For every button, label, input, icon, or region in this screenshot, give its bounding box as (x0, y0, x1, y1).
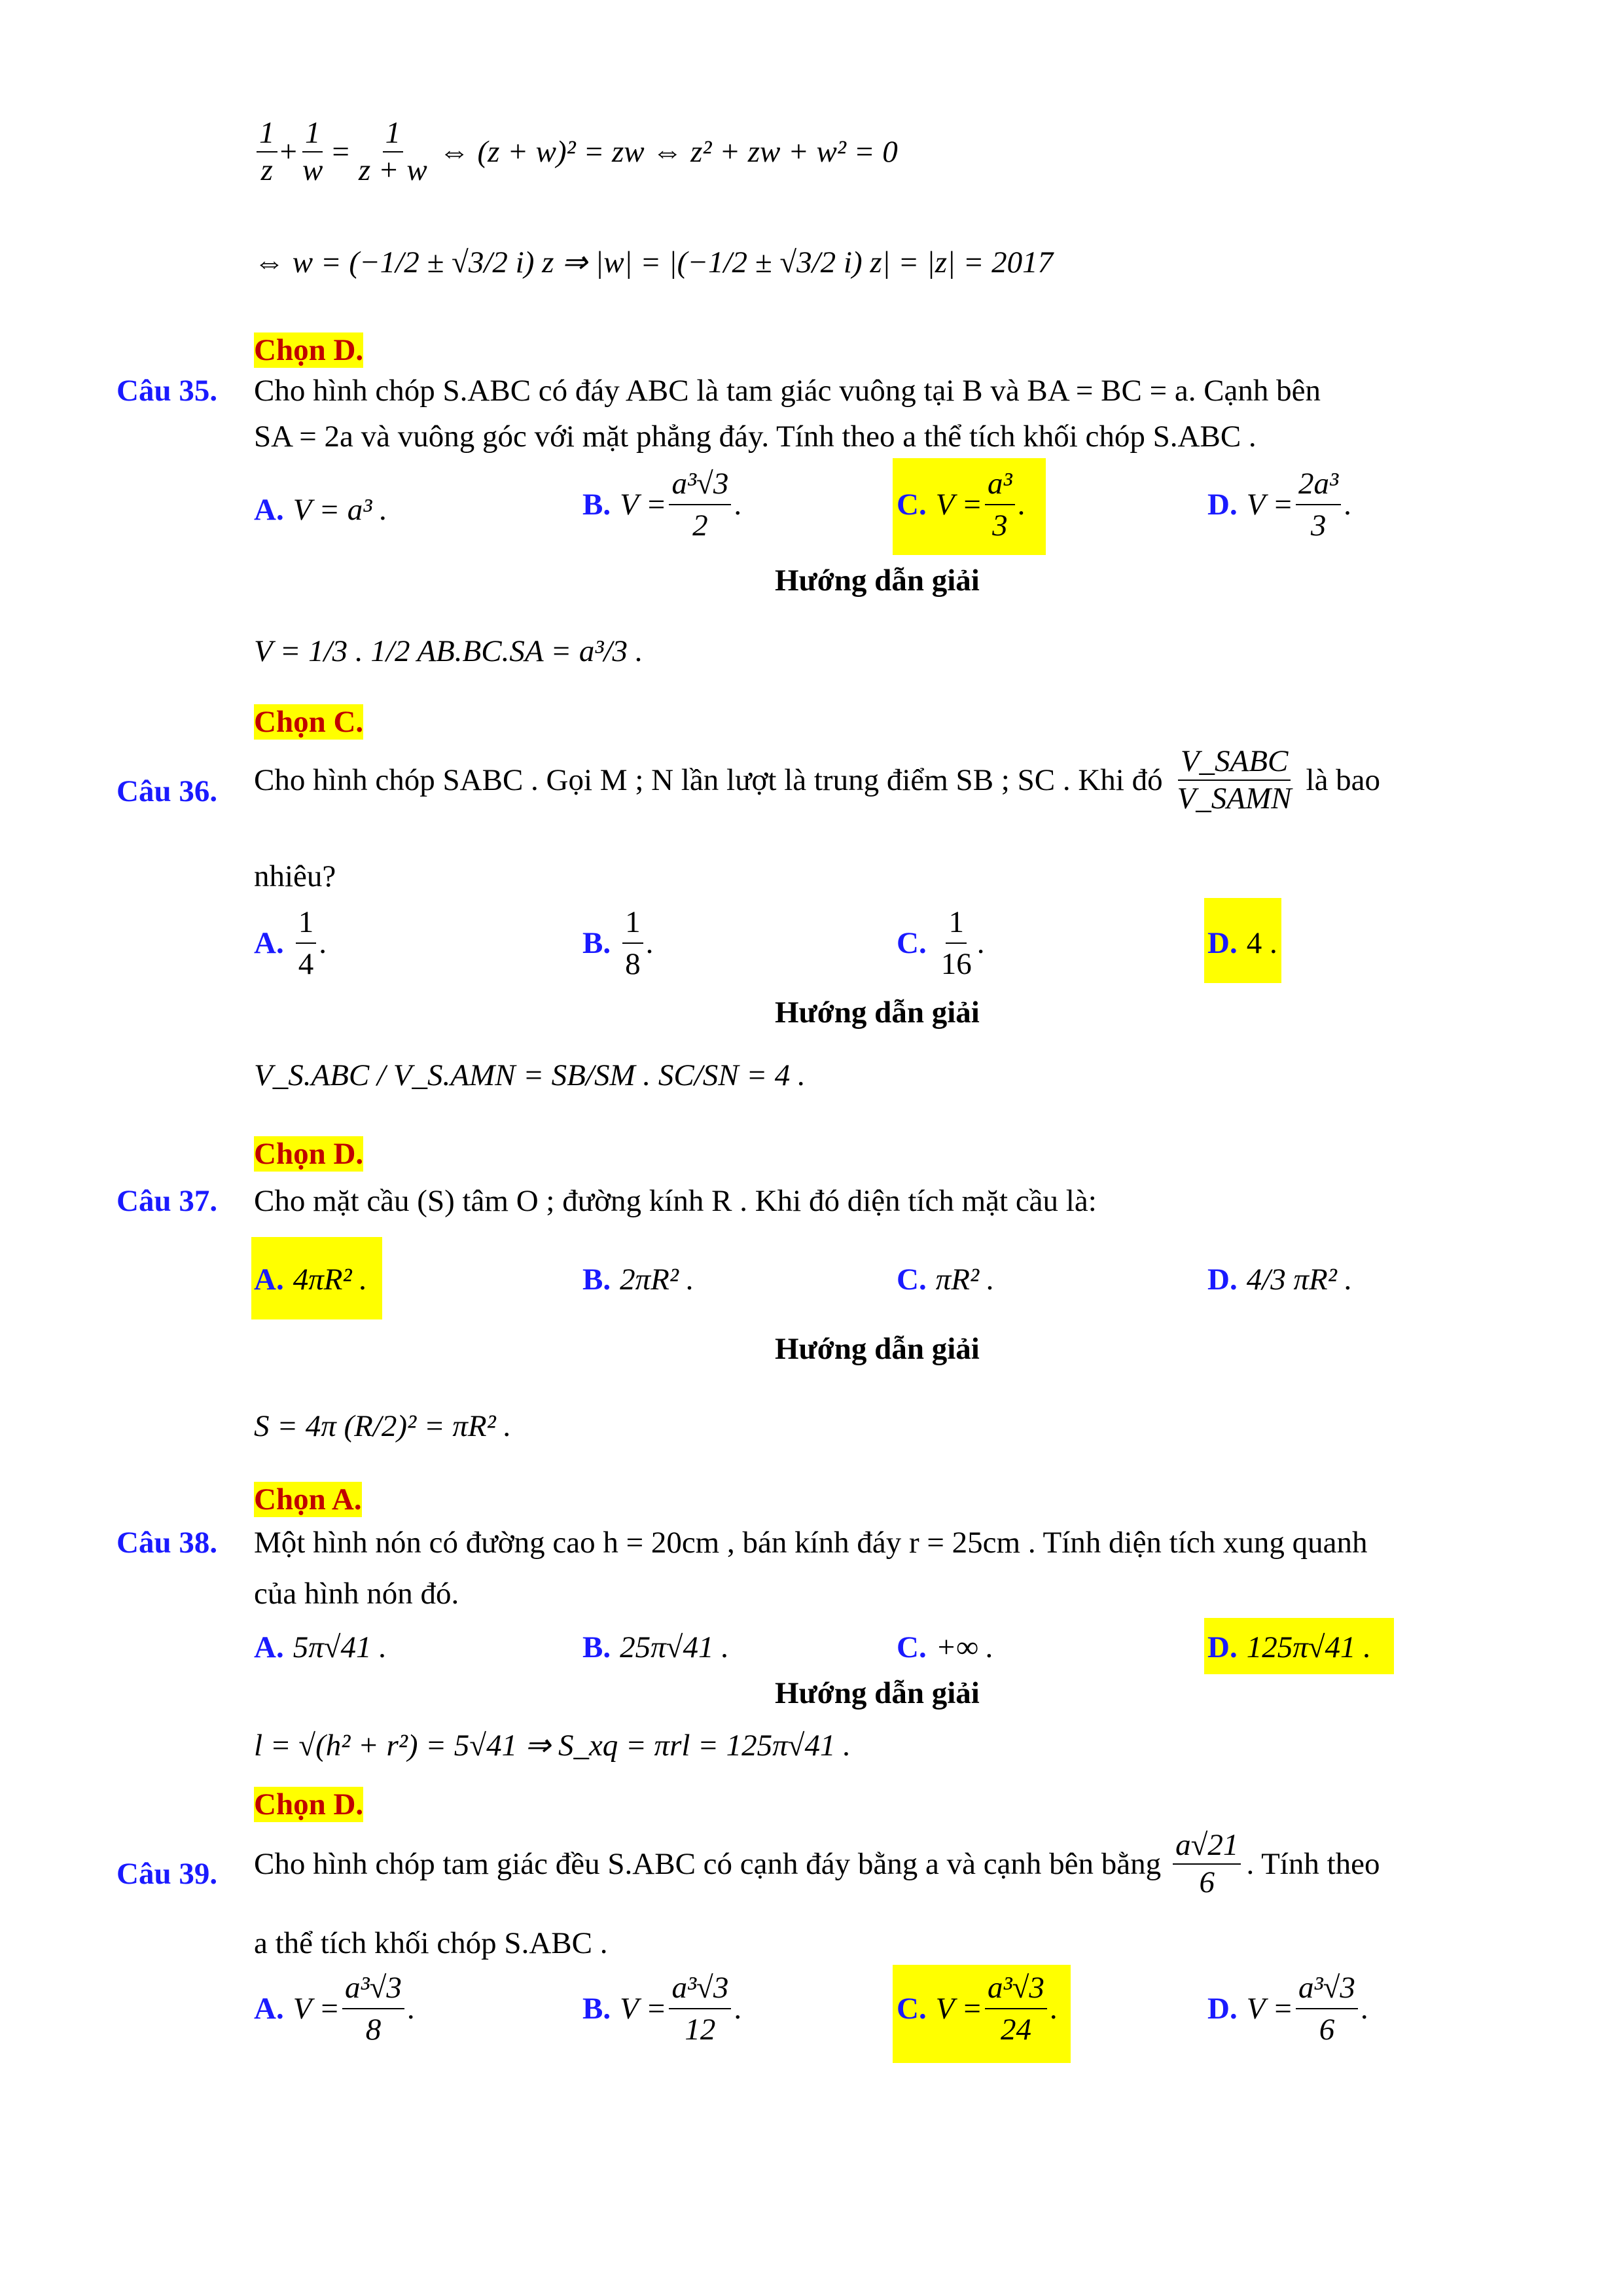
q38-option-d[interactable]: D. 125π√41 . (1207, 1630, 1372, 1664)
q36-volume-ratio: $\frac{\text{V\_SABC}}{\text{V\_SAMN}}$ (1177, 744, 1292, 816)
q35-solution-heading: Hướng dẫn giải (775, 564, 980, 598)
q37-solution-heading: Hướng dẫn giải (775, 1332, 980, 1366)
q37-label: Câu 37. (116, 1184, 218, 1218)
q35-label: Câu 35. (116, 374, 218, 408)
q36-line2: nhiêu? (254, 859, 336, 893)
q38-solution: l = √(h² + r²) = 5√41 ⇒ S_xq = πrl = 125π√41 . (254, 1729, 851, 1763)
q38-option-c[interactable]: C. +∞ . (897, 1630, 994, 1664)
frac-1-over-z-plus-w: $\frac{1}{z + w}$ (358, 116, 427, 187)
q35-option-d[interactable]: D. V = $\frac{\text{2a³}}{3}$ . (1207, 467, 1351, 543)
q35-line2: SA = 2a và vuông góc với mặt phẳng đáy. Tính theo a thể tích khối chóp S.ABC . (254, 420, 1257, 454)
q38-line2: của hình nón đó. (254, 1577, 459, 1611)
q39-line1: Cho hình chóp tam giác đều S.ABC có cạnh đáy bằng a và cạnh bên bằng $\frac{a√21}{6}$ . Tính theo (254, 1828, 1380, 1899)
q36-option-d[interactable]: D. 4 . (1207, 926, 1277, 960)
top-choice: Chọn D. (254, 333, 364, 367)
frac-1-over-z: $\frac{1}{z}$ (257, 118, 277, 186)
q38-label: Câu 38. (116, 1526, 218, 1560)
q37-option-c[interactable]: C. πR² . (897, 1263, 995, 1297)
q39-label: Câu 39. (116, 1857, 218, 1891)
q38-line1: Một hình nón có đường cao h = 20cm , bán kính đáy r = 25cm . Tính diện tích xung quanh (254, 1526, 1368, 1560)
q39-edge-fraction: $\frac{a√21}{6}$ (1173, 1830, 1241, 1898)
top-equation-1: $\frac{1}{z}$ + $\frac{1}{w}$ = $\frac{1}{z + w}$ ⇔ (z + w)² = zw ⇔ z² + zw + w² = 0 (254, 118, 898, 186)
q37-option-b[interactable]: B. 2πR² . (582, 1263, 694, 1297)
q36-solution-heading: Hướng dẫn giải (775, 996, 980, 1030)
q36-option-a[interactable]: A. $\frac{1}{4}$ . (254, 905, 327, 981)
q35-option-c[interactable]: C. V = $\frac{\text{a³}}{3}$ . (897, 467, 1026, 543)
top-equation-2: ⇔ w = (−1/2 ± √3/2 i) z ⇒ |w| = |(−1/2 ± √3/2 i) z| = |z| = 2017 (254, 245, 1054, 279)
q38-option-b[interactable]: B. 25π√41 . (582, 1630, 729, 1664)
q39-option-b[interactable]: B. V = $\frac{\text{a³√3}}{12}$ . (582, 1971, 742, 2047)
q35-choice: Chọn C. (254, 705, 364, 739)
q38-option-a[interactable]: A. 5π√41 . (254, 1630, 387, 1664)
q35-option-a[interactable]: A. V = a³ . (254, 493, 387, 527)
q35-solution: V = 1/3 . 1/2 AB.BC.SA = a³/3 . (254, 634, 643, 668)
q36-label: Câu 36. (116, 774, 218, 808)
q37-choice: Chọn A. (254, 1482, 362, 1516)
q39-option-a[interactable]: A. V = $\frac{\text{a³√3}}{8}$ . (254, 1971, 415, 2047)
q39-option-c[interactable]: C. V = $\frac{\text{a³√3}}{24}$ . (897, 1971, 1058, 2047)
frac-1-over-w: $\frac{1}{w}$ (302, 116, 323, 187)
q39-option-d[interactable]: D. V = $\frac{\text{a³√3}}{6}$ . (1207, 1971, 1368, 2047)
q36-option-b[interactable]: B. $\frac{1}{8}$ . (582, 905, 654, 981)
q35-line1: Cho hình chóp S.ABC có đáy ABC là tam giác vuông tại B và BA = BC = a. Cạnh bên (254, 374, 1321, 408)
q37-solution: S = 4π (R/2)² = πR² . (254, 1409, 512, 1443)
q37-line1: Cho mặt cầu (S) tâm O ; đường kính R . Khi đó diện tích mặt cầu là: (254, 1184, 1097, 1218)
q38-solution-heading: Hướng dẫn giải (775, 1676, 980, 1710)
q36-line1: Cho hình chóp SABC . Gọi M ; N lần lượt là trung điểm SB ; SC . Khi đó $\frac{\text{V\_SABC}}{\text{V\_SAMN}}$ là bao (254, 744, 1381, 816)
q37-option-d[interactable]: D. 4/3 πR² . (1207, 1263, 1353, 1297)
q37-option-a[interactable]: A. 4πR² . (254, 1263, 368, 1297)
q36-solution: V_S.ABC / V_S.AMN = SB/SM . SC/SN = 4 . (254, 1058, 806, 1092)
q36-choice: Chọn D. (254, 1137, 364, 1171)
q39-line2: a thể tích khối chóp S.ABC . (254, 1926, 608, 1960)
q36-option-c[interactable]: C. $\frac{1}{16}$ . (897, 905, 985, 981)
q35-option-b[interactable]: B. V = $\frac{\text{a³√3}}{2}$ . (582, 467, 742, 543)
q38-choice: Chọn D. (254, 1787, 364, 1821)
